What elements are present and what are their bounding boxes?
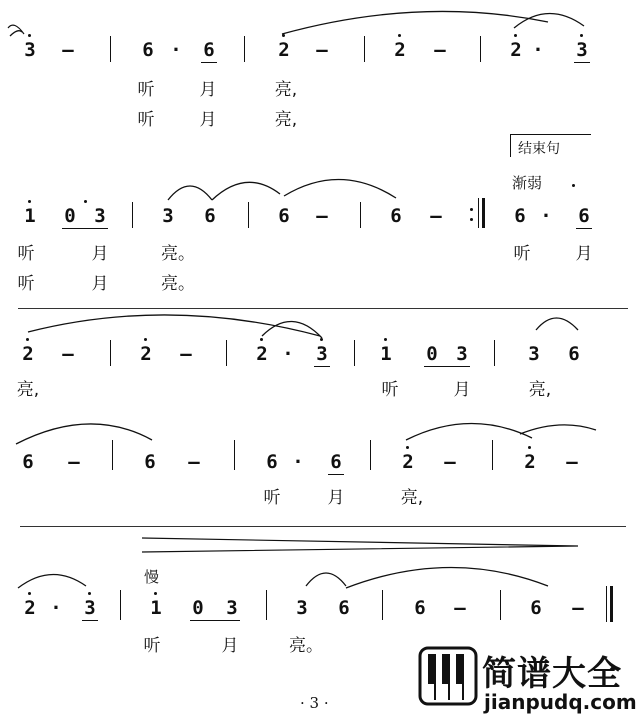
slur xyxy=(536,318,578,330)
lyric: 听 xyxy=(263,488,281,508)
note: 3 xyxy=(316,343,328,365)
slur xyxy=(282,11,548,34)
slur xyxy=(284,179,396,198)
note: 6 xyxy=(568,343,580,365)
dash: – xyxy=(430,205,442,227)
dash: – xyxy=(566,451,578,473)
bar-line xyxy=(360,202,361,228)
lyric: 亮, xyxy=(274,110,298,130)
lyric: 听 xyxy=(513,244,531,264)
note: 6 xyxy=(330,451,342,473)
slur xyxy=(16,424,152,444)
note: 3 xyxy=(162,205,174,227)
dot: · xyxy=(170,39,182,61)
high-dot xyxy=(514,34,517,37)
bar-line xyxy=(370,440,371,470)
dash: – xyxy=(62,39,74,61)
high-dot xyxy=(28,592,31,595)
dot: · xyxy=(540,205,552,227)
bar-line xyxy=(132,202,133,228)
note: 6 xyxy=(414,597,426,619)
bar-line xyxy=(226,340,227,366)
lyric: 月 xyxy=(453,380,471,400)
repeat-dot xyxy=(470,208,473,211)
dash: – xyxy=(434,39,446,61)
dash: – xyxy=(62,343,74,365)
repeat-bar-thick xyxy=(482,198,485,228)
high-dot xyxy=(154,592,157,595)
bar-line xyxy=(492,440,493,470)
lyric: 月 xyxy=(221,636,239,656)
lyric: 听 xyxy=(17,274,35,294)
slur xyxy=(18,574,86,588)
note: 2 xyxy=(394,39,406,61)
underline xyxy=(201,62,217,63)
dot: · xyxy=(532,39,544,61)
lyric: 听 xyxy=(381,380,399,400)
note: 6 xyxy=(144,451,156,473)
lyric: 听 xyxy=(137,110,155,130)
tempo-mark: 慢 xyxy=(144,568,160,586)
dot: · xyxy=(50,597,62,619)
lyric: 亮, xyxy=(16,380,40,400)
note: 6 xyxy=(514,205,526,227)
lyric: 月 xyxy=(91,274,109,294)
bar-line xyxy=(244,36,245,62)
dash: – xyxy=(444,451,456,473)
page-number: · 3 · xyxy=(300,694,329,712)
lyric: 月 xyxy=(575,244,593,264)
note: 0 xyxy=(64,205,76,227)
note: 1 xyxy=(380,343,392,365)
lyric: 月 xyxy=(327,488,345,508)
bar-line xyxy=(494,340,495,366)
lyric: 亮, xyxy=(528,380,552,400)
dynamic-label: 渐弱 xyxy=(512,174,543,192)
note: 6 xyxy=(203,39,215,61)
dash: – xyxy=(316,39,328,61)
final-bar-thick xyxy=(610,586,613,622)
slur xyxy=(520,425,596,434)
note: 2 xyxy=(524,451,536,473)
note: 2 xyxy=(24,597,36,619)
dot: · xyxy=(282,343,294,365)
note: 3 xyxy=(84,597,96,619)
piano-logo-icon xyxy=(418,646,478,706)
slur xyxy=(346,567,548,588)
final-bar-thin xyxy=(606,586,607,622)
dash: – xyxy=(180,343,192,365)
dash: – xyxy=(188,451,200,473)
lyric: 亮。 xyxy=(161,244,195,264)
dot: · xyxy=(292,451,304,473)
high-dot xyxy=(26,338,29,341)
dot xyxy=(84,200,87,203)
note: 6 xyxy=(142,39,154,61)
lyric: 听 xyxy=(143,636,161,656)
note: 6 xyxy=(266,451,278,473)
lyric: 听 xyxy=(17,244,35,264)
bar-line xyxy=(382,590,383,620)
note: 6 xyxy=(204,205,216,227)
decrescendo-hairpin xyxy=(142,538,578,552)
note: 2 xyxy=(510,39,522,61)
high-dot xyxy=(398,34,401,37)
high-dot xyxy=(282,34,285,37)
note: 2 xyxy=(278,39,290,61)
lyric: 听 xyxy=(137,80,155,100)
system-separator xyxy=(20,526,626,527)
high-dot xyxy=(580,34,583,37)
bar-line xyxy=(110,36,111,62)
note: 0 xyxy=(192,597,204,619)
slur xyxy=(212,182,280,200)
watermark-brand: 简谱大全 xyxy=(482,654,622,694)
repeat-bar-thin xyxy=(478,198,479,228)
high-dot xyxy=(260,338,263,341)
note: 6 xyxy=(22,451,34,473)
lyric: 月 xyxy=(199,110,217,130)
underline xyxy=(574,62,590,63)
high-dot xyxy=(144,338,147,341)
system-separator xyxy=(18,308,628,309)
note: 3 xyxy=(576,39,588,61)
dash: – xyxy=(316,205,328,227)
bar-line xyxy=(480,36,481,62)
note: 3 xyxy=(456,343,468,365)
dash: – xyxy=(572,597,584,619)
underline xyxy=(424,366,470,367)
ending-label: 结束句 xyxy=(518,141,560,157)
note: 6 xyxy=(278,205,290,227)
slur xyxy=(306,573,346,586)
underline xyxy=(190,620,240,621)
note: 6 xyxy=(338,597,350,619)
high-dot xyxy=(28,200,31,203)
slur xyxy=(514,13,584,28)
high-dot xyxy=(28,34,31,37)
bar-line xyxy=(248,202,249,228)
bar-line xyxy=(112,440,113,470)
note: 6 xyxy=(390,205,402,227)
underline xyxy=(314,366,330,367)
lyric: 亮。 xyxy=(161,274,195,294)
lyric: 月 xyxy=(91,244,109,264)
note: 1 xyxy=(24,205,36,227)
note: 3 xyxy=(296,597,308,619)
high-dot xyxy=(88,592,91,595)
slur xyxy=(168,186,212,200)
slur xyxy=(8,25,24,34)
bar-line xyxy=(500,590,501,620)
slur xyxy=(406,423,532,440)
high-dot xyxy=(528,446,531,449)
bar-line xyxy=(120,590,121,620)
high-dot xyxy=(406,446,409,449)
dot xyxy=(572,184,575,187)
slur xyxy=(10,31,22,36)
underline xyxy=(62,228,108,229)
high-dot xyxy=(384,338,387,341)
note: 3 xyxy=(24,39,36,61)
note: 1 xyxy=(150,597,162,619)
note: 2 xyxy=(256,343,268,365)
high-dot xyxy=(320,338,323,341)
note: 6 xyxy=(578,205,590,227)
dash: – xyxy=(68,451,80,473)
dash: – xyxy=(454,597,466,619)
bar-line xyxy=(110,340,111,366)
underline xyxy=(576,228,592,229)
lyric: 亮, xyxy=(400,488,424,508)
note: 2 xyxy=(402,451,414,473)
note: 0 xyxy=(426,343,438,365)
lyric: 亮。 xyxy=(289,636,323,656)
note: 3 xyxy=(94,205,106,227)
underline xyxy=(328,474,344,475)
watermark-site: jianpudq.com xyxy=(484,690,637,714)
repeat-dot xyxy=(470,218,473,221)
bar-line xyxy=(234,440,235,470)
bar-line xyxy=(266,590,267,620)
note: 3 xyxy=(528,343,540,365)
note: 6 xyxy=(530,597,542,619)
bar-line xyxy=(354,340,355,366)
lyric: 月 xyxy=(199,80,217,100)
note: 3 xyxy=(226,597,238,619)
bar-line xyxy=(364,36,365,62)
note: 2 xyxy=(22,343,34,365)
underline xyxy=(82,620,98,621)
note: 2 xyxy=(140,343,152,365)
lyric: 亮, xyxy=(274,80,298,100)
